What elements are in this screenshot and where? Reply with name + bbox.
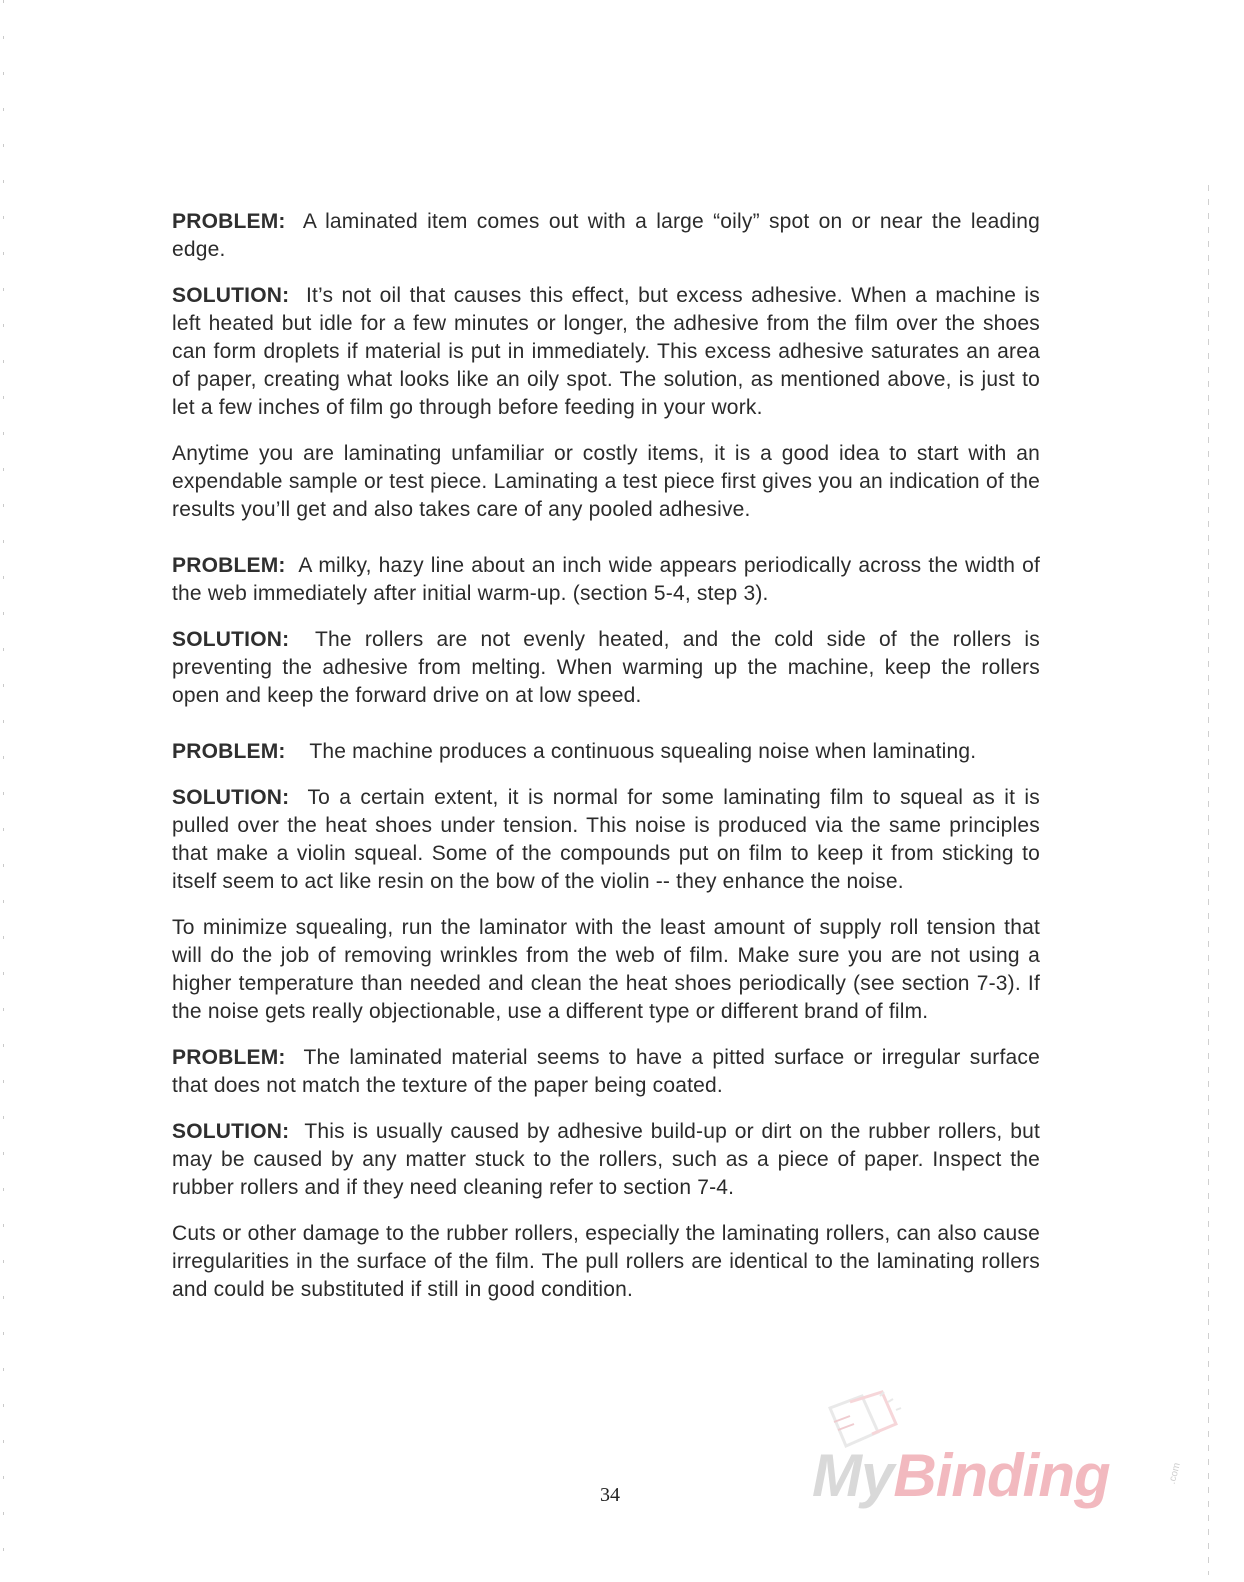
note-text: Anytime you are laminating unfamiliar or costly items, it is a good idea to start with an expendable sample or test piece. Laminating a test piece first gives you an indication of the results you’ll get and also takes care of any pooled adhesive. xyxy=(172,442,1040,521)
note-text: To minimize squealing, run the laminator with the least amount of supply roll tension that will do the job of removing wrinkles from the web of film. Make sure you are not using a higher temperature than needed and clean the heat shoes periodically (see section 7-3). If the noise gets really objectionable, use a different type or different brand of film. xyxy=(172,916,1040,1023)
problem-label: PROBLEM: xyxy=(172,1046,286,1069)
note-test-piece xyxy=(172,440,1040,524)
mybinding-watermark xyxy=(812,1388,1192,1518)
problem-text: A laminated item comes out with a large “oily” spot on or near the leading edge. xyxy=(172,210,1040,261)
problem-pitted-surface xyxy=(172,1044,1040,1100)
troubleshooting-content xyxy=(172,208,1040,1304)
solution-oily-spot xyxy=(172,282,1040,422)
solution-squealing xyxy=(172,784,1040,896)
solution-label: SOLUTION: xyxy=(172,1120,290,1143)
scan-edge-left xyxy=(3,0,4,1582)
solution-text: The rollers are not evenly heated, and the cold side of the rollers is preventing the adhesive from melting. When warming up the machine, keep the rollers open and keep the forward drive on at low speed. xyxy=(172,628,1040,707)
scan-edge-right xyxy=(1208,185,1209,1575)
solution-label: SOLUTION: xyxy=(172,786,290,809)
watermark-brand-my: My xyxy=(812,1442,894,1509)
note-text: Cuts or other damage to the rubber rollers, especially the laminating rollers, can also cause irregularities in the surface of the film. The pull rollers are identical to the laminating rollers and could be substituted if still in good condition. xyxy=(172,1222,1040,1301)
note-roller-damage xyxy=(172,1220,1040,1304)
problem-label: PROBLEM: xyxy=(172,740,286,763)
note-minimize-squealing xyxy=(172,914,1040,1026)
solution-text: To a certain extent, it is normal for some laminating film to squeal as it is pulled over the heat shoes under tension. This noise is produced via the same principles that make a violin squeal. Some of the compounds put on film to keep it from sticking to itself seem to act like resin on the bow of the violin -- they enhance the noise. xyxy=(172,786,1040,893)
problem-text: The laminated material seems to have a pitted surface or irregular surface that does not match the texture of the paper being coated. xyxy=(172,1046,1040,1097)
solution-text: This is usually caused by adhesive build-up or dirt on the rubber rollers, but may be caused by any matter stuck to the rollers, such as a piece of paper. Inspect the rubber rollers and if they need cleaning refer to section 7-4. xyxy=(172,1120,1040,1199)
problem-text: A milky, hazy line about an inch wide appears periodically across the width of the web immediately after initial warm-up. (section 5-4, step 3). xyxy=(172,554,1040,605)
problem-label: PROBLEM: xyxy=(172,210,286,233)
solution-pitted-surface xyxy=(172,1118,1040,1202)
problem-oily-spot xyxy=(172,208,1040,264)
watermark-suffix: .com xyxy=(1166,1461,1183,1486)
watermark-text xyxy=(812,1442,1110,1509)
solution-label: SOLUTION: xyxy=(172,284,290,307)
problem-text: The machine produces a continuous squealing noise when laminating. xyxy=(309,740,977,763)
solution-label: SOLUTION: xyxy=(172,628,290,651)
problem-milky-line xyxy=(172,552,1040,608)
watermark-brand-binding: Binding xyxy=(893,1442,1110,1509)
problem-label: PROBLEM: xyxy=(172,554,286,577)
problem-squealing xyxy=(172,738,1040,766)
page-number: 34 xyxy=(600,1484,620,1506)
solution-milky-line xyxy=(172,626,1040,710)
solution-text: It’s not oil that causes this effect, but excess adhesive. When a machine is left heated but idle for a few minutes or longer, the adhesive from the film over the shoes can form droplets if material is put in immediately. This excess adhesive saturates an area of paper, creating what looks like an oily spot. The solution, as mentioned above, is just to let a few inches of film go through before feeding in your work. xyxy=(172,284,1040,419)
